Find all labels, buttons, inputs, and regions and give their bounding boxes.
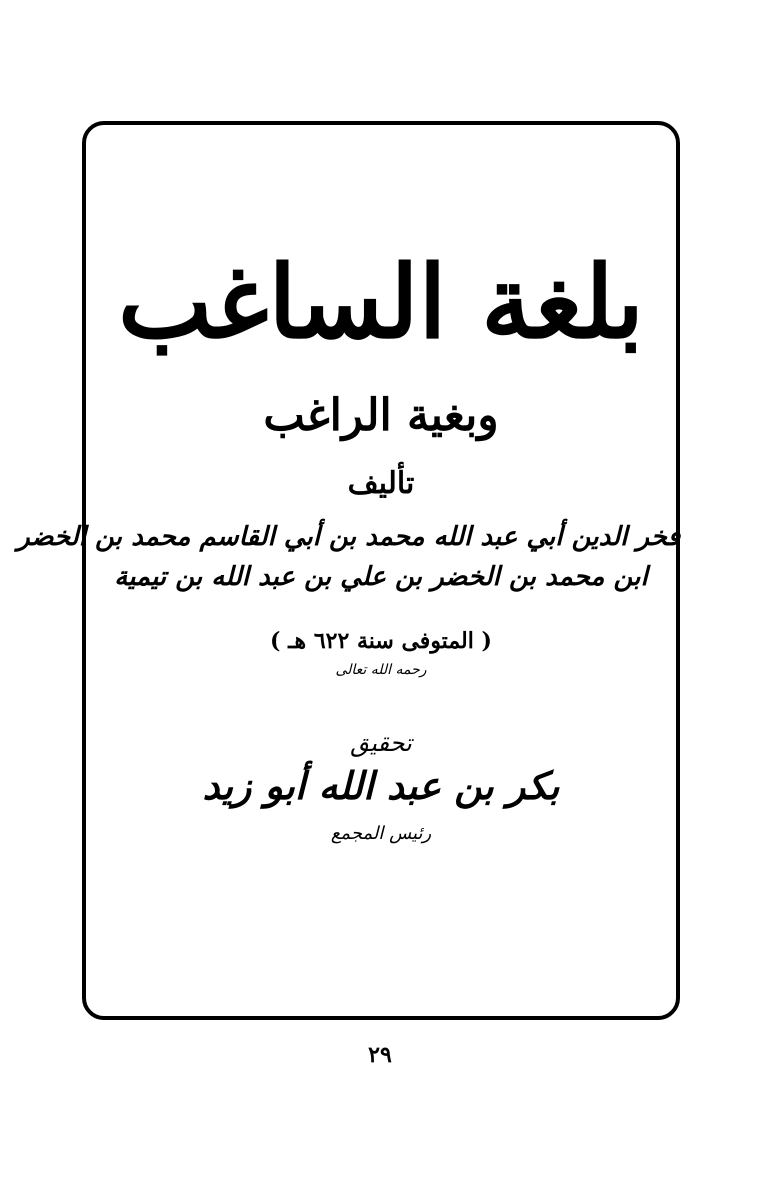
book-title: بلغة الساغب <box>117 243 645 361</box>
book-subtitle: وبغية الراغب <box>263 390 499 441</box>
page-number: ٢٩ <box>368 1042 392 1068</box>
author-name-line-2: ابن محمد بن الخضر بن علي بن عبد الله بن تيمية <box>114 562 648 592</box>
editor-title: رئيس المجمع <box>330 823 432 844</box>
author-death-date: ( المتوفى سنة ٦٢٢ هـ ) <box>270 628 492 654</box>
title-page-content <box>17 121 680 1020</box>
editor-name: بكر بن عبد الله أبو زيد <box>202 763 560 808</box>
author-name-line-1: فخر الدين أبي عبد الله محمد بن أبي القاسم محمد بن الخضر <box>17 522 680 552</box>
author-mercy-phrase: رحمه الله تعالى <box>335 662 427 678</box>
author-label: تأليف <box>347 466 415 501</box>
editor-label: تحقيق <box>350 729 412 757</box>
